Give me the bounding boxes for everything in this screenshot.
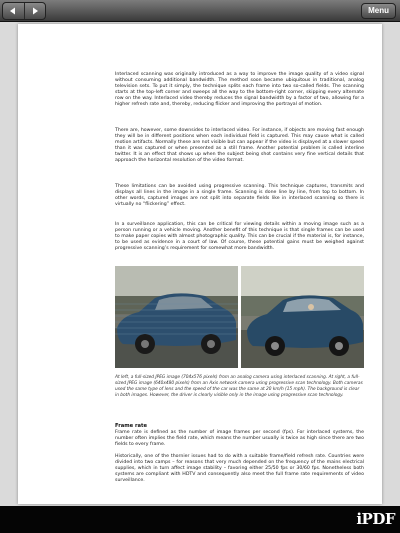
paragraph-frame-rate-definition: Frame rate is defined as the number of image frames per second (fps). For interlaced systems, the number often implies the field rate, which means the number usually is twice as high since there are two fields to every frame. bbox=[115, 430, 364, 448]
bottom-bar bbox=[0, 506, 400, 533]
top-toolbar bbox=[0, 0, 400, 22]
paragraph-progressive-scanning: These limitations can be avoided using progressive scanning. This technique captures, transmits and displays all lines in the image in a single frame. Scanning is done line by line, from top to bottom. In other words, captured images are not split into separate fields like in interlaced scanning so there is virtually no “flickering” effect. bbox=[115, 184, 364, 208]
page-nav-group bbox=[2, 2, 46, 20]
triangle-left-icon bbox=[9, 7, 17, 15]
interlaced-car-photo bbox=[115, 266, 238, 368]
ipdf-logo: iPDF bbox=[356, 510, 395, 528]
paragraph-frame-rate-history: Historically, one of the thornier issues had to do with a suitable frame/field refresh rate. Countries were divided into two camps – for reasons that very much depended on the frequency of the mains electrical supplies, which in turn affect image stability – favoring either 25/50 fps or 30/60 fps. Nonetheless both systems are compliant with HDTV and consequently also meet the full frame rate requirements of video surveillance. bbox=[115, 454, 364, 484]
menu-button[interactable]: Menu bbox=[361, 3, 396, 19]
next-page-button[interactable] bbox=[24, 3, 46, 19]
paragraph-interlaced-intro: Interlaced scanning was originally introduced as a way to improve the image quality of a video signal without consuming additional bandwidth. The method soon became ubiquitous in traditional, analog television sets. To put it simply, the technique splits each frame into two so-called fields. The scanning starts at the top-left corner and sweeps all the way to the bottom-right corner, skipping every alternate row on the way. Interlaced video thereby reduces the signal bandwidth by a factor of two, allowing for a higher refresh rate and, thereby, reducing flicker and improving the portrayal of motion. bbox=[115, 72, 364, 108]
document-page bbox=[18, 24, 382, 504]
progressive-car-photo bbox=[241, 266, 364, 368]
photo-caption: At left, a full-sized JPEG image (704x576 pixels) from an analog camera using interlaced scanning. At right, a full-sized JPEG image (640x480 pixels) from an Axis network camera using progressive scan technology. Both cameras used the same type of lens and the speed of the car was the same at 20 km/h (15 mph). The background is clear in both images. However, the driver is clearly visible only in the image using progressive scan technology. bbox=[115, 375, 363, 399]
section-heading-frame-rate: Frame rate bbox=[115, 423, 148, 429]
previous-page-button[interactable] bbox=[3, 3, 24, 19]
paragraph-surveillance: In a surveillance application, this can be critical for viewing details within a moving image such as a person running or a vehicle moving. Another benefit of this technique is that single frames can be used to make paper copies with almost photographic quality. This can be crucial if the material is, for instance, to be used as evidence in a court of law. Of course, these potential gains must be weighed against progressive scanning’s requirement for somewhat more bandwidth. bbox=[115, 222, 364, 252]
triangle-right-icon bbox=[31, 7, 39, 15]
paragraph-interlaced-downsides: There are, however, some downsides to interlaced video. For instance, if objects are moving fast enough they will be in different positions when each individual field is captured. This may cause what is called motion artifacts. Normally these are not visible but can appear if the video is displayed at a slower speed than it was captured or when presented as a still frame. Another potential problem is called interline twitter. It is an effect that shows up when the subject being shot contains very fine vertical details that approach the horizontal resolution of the video format. bbox=[115, 128, 364, 164]
